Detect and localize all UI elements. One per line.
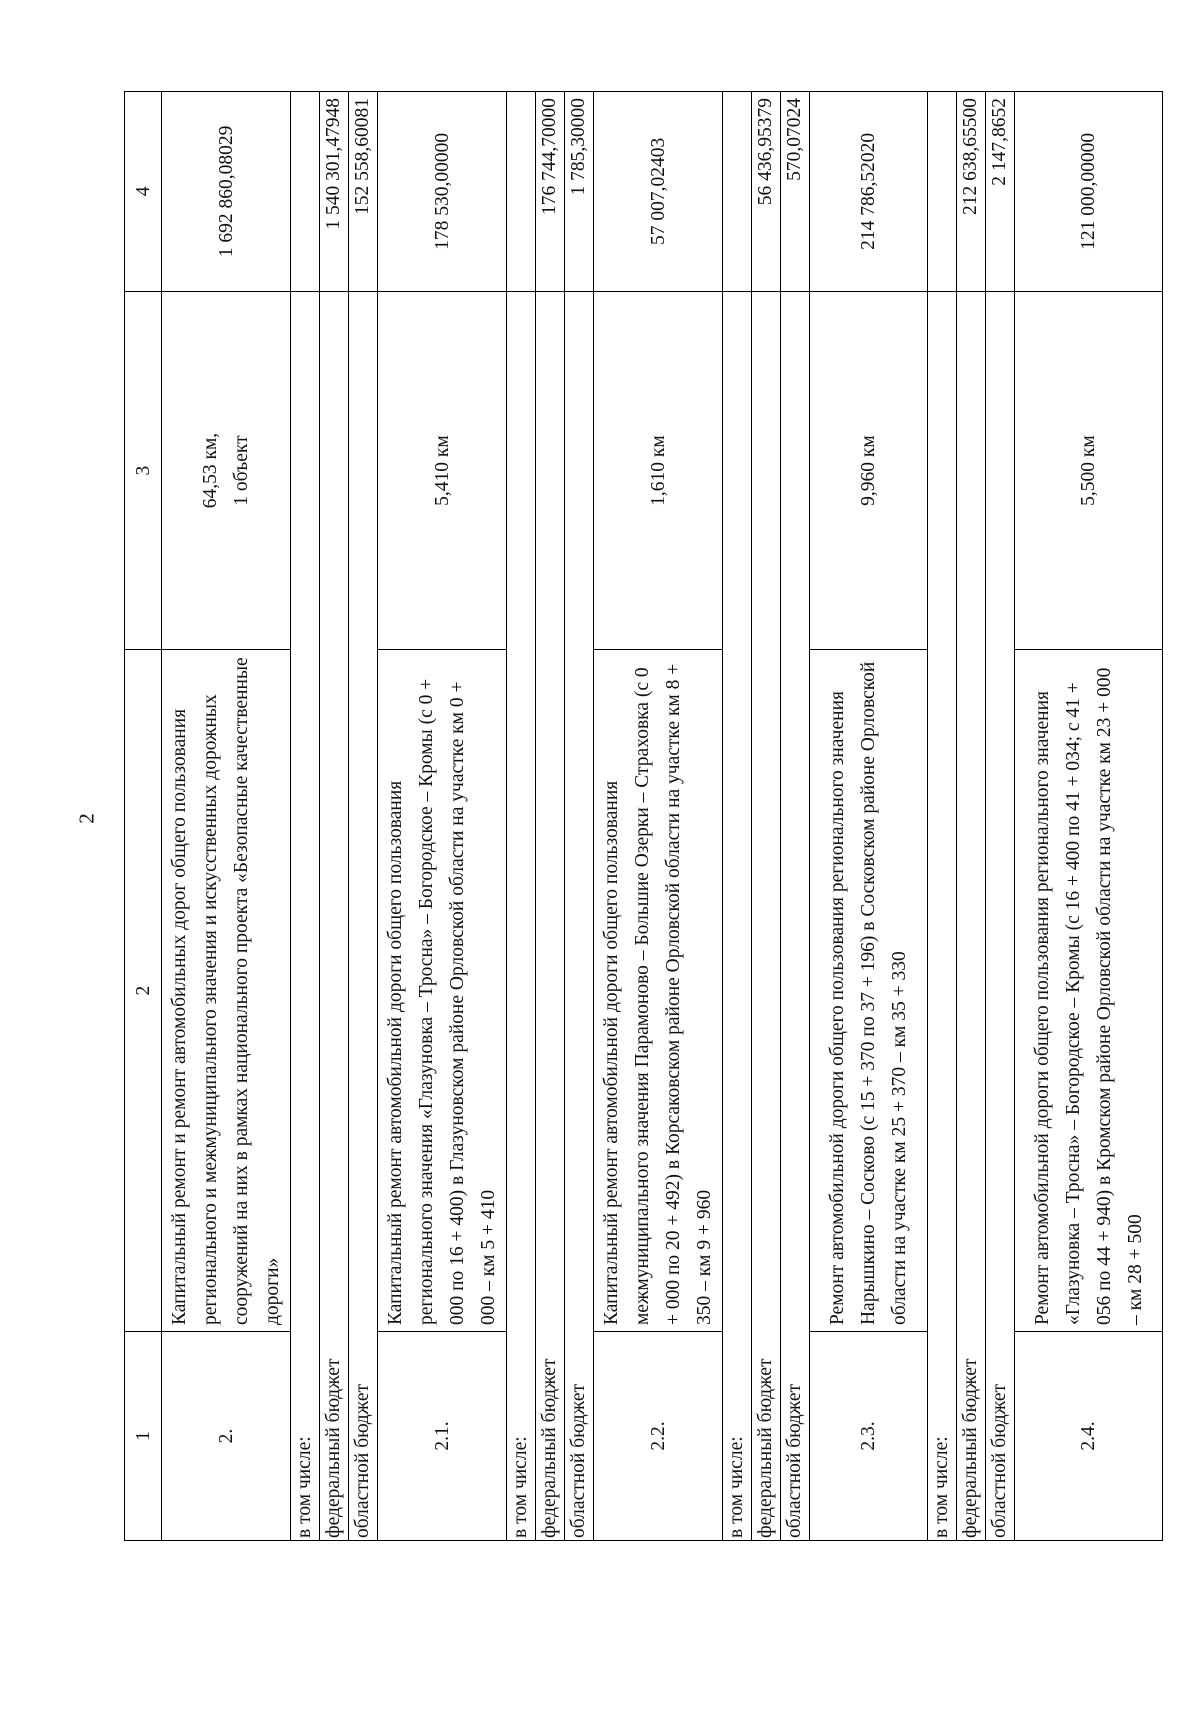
road-repair-table (124, 91, 1163, 1541)
subtotal-label: областной бюджет (781, 291, 810, 1540)
subtotal-amount: 570,07024 (781, 92, 810, 292)
item-description: Капитальный ремонт автомобильной дороги общего пользования регионального значения «Глазуновка – Тросна» – Богородское – Кромы (с 0 + 000 по 16 + 400) в Глазуновском районе Орловской области на участке км 0 + 000 – км 5 + 410 (378, 650, 507, 1332)
subtotal-label: федеральный бюджет (536, 291, 565, 1540)
table-row-subtotal (349, 92, 378, 1541)
subtotal-amount (507, 92, 536, 292)
item-amount: 121 000,00000 (1015, 92, 1163, 292)
subtotal-label: в том числе: (507, 291, 536, 1540)
item-number: 2. (162, 1332, 291, 1541)
item-amount: 1 692 860,08029 (162, 92, 291, 292)
subtotal-amount: 176 744,70000 (536, 92, 565, 292)
subtotal-amount (928, 92, 957, 292)
item-length: 9,960 км (810, 291, 928, 649)
subtotal-label: областной бюджет (986, 291, 1015, 1540)
subtotal-amount (723, 92, 752, 292)
subtotal-label: федеральный бюджет (320, 291, 349, 1540)
rotated-page-content (124, 91, 1146, 1541)
table-row-subtotal (565, 92, 594, 1541)
column-header: 2 (125, 650, 162, 1332)
item-number: 2.1. (378, 1332, 507, 1541)
subtotal-label: в том числе: (291, 291, 320, 1540)
subtotal-label: федеральный бюджет (957, 291, 986, 1540)
subtotal-amount (291, 92, 320, 292)
subtotal-amount: 1 540 301,47948 (320, 92, 349, 292)
subtotal-label: в том числе: (928, 291, 957, 1540)
table-row-item (162, 92, 291, 1541)
subtotal-amount: 2 147,8652 (986, 92, 1015, 292)
table-row-item (594, 92, 723, 1541)
page-number: 2 (74, 813, 99, 824)
subtotal-amount: 1 785,30000 (565, 92, 594, 292)
table-row-subtotal (291, 92, 320, 1541)
item-amount: 214 786,52020 (810, 92, 928, 292)
column-header: 4 (125, 92, 162, 292)
subtotal-label: областной бюджет (565, 291, 594, 1540)
table-row-item (378, 92, 507, 1541)
table-row-item (1015, 92, 1163, 1541)
column-header: 3 (125, 291, 162, 649)
column-header: 1 (125, 1332, 162, 1541)
table-row-subtotal (536, 92, 565, 1541)
item-description: Ремонт автомобильной дороги общего пользования регионального значения Нарышкино – Сосково (с 15 + 370 по 37 + 196) в Сосковском районе Орловской области на участке км 25 + 370 – км 35 + 330 (810, 650, 928, 1332)
table-row-subtotal (957, 92, 986, 1541)
item-number: 2.2. (594, 1332, 723, 1541)
item-length: 5,500 км (1015, 291, 1163, 649)
table-row-subtotal (781, 92, 810, 1541)
subtotal-amount: 212 638,65500 (957, 92, 986, 292)
item-length: 1,610 км (594, 291, 723, 649)
table-row-subtotal (752, 92, 781, 1541)
table-row-item (810, 92, 928, 1541)
header-row (125, 92, 162, 1541)
table-row-subtotal (320, 92, 349, 1541)
item-length: 5,410 км (378, 291, 507, 649)
item-number: 2.4. (1015, 1332, 1163, 1541)
subtotal-amount: 56 436,95379 (752, 92, 781, 292)
item-amount: 178 530,00000 (378, 92, 507, 292)
subtotal-label: в том числе: (723, 291, 752, 1540)
table-row-subtotal (986, 92, 1015, 1541)
table-row-subtotal (928, 92, 957, 1541)
subtotal-label: федеральный бюджет (752, 291, 781, 1540)
item-length: 64,53 км, 1 объект (162, 291, 291, 649)
item-description: Ремонт автомобильной дороги общего пользования регионального значения «Глазуновка – Тросна» – Богородское – Кромы (с 16 + 400 по 41 + 034; с 41 + 056 по 44 + 940) в Кромском районе Орловской области на участке км 23 + 000 – км 28 + 500 (1015, 650, 1163, 1332)
item-number: 2.3. (810, 1332, 928, 1541)
item-description: Капитальный ремонт автомобильной дороги общего пользования межмуниципального значения Парамоново – Большие Озерки – Страховка (с 0 + 000 по 20 + 492) в Корсаковском районе Орловской области на участке км 8 + 350 – км 9 + 960 (594, 650, 723, 1332)
subtotal-amount: 152 558,60081 (349, 92, 378, 292)
item-description: Капитальный ремонт и ремонт автомобильных дорог общего пользования регионального и межмуниципального значения и искусственных дорожных сооружений на них в рамках национального проекта «Безопасные качественные дороги» (162, 650, 291, 1332)
item-amount: 57 007,02403 (594, 92, 723, 292)
subtotal-label: областной бюджет (349, 291, 378, 1540)
table-row-subtotal (507, 92, 536, 1541)
table-row-subtotal (723, 92, 752, 1541)
